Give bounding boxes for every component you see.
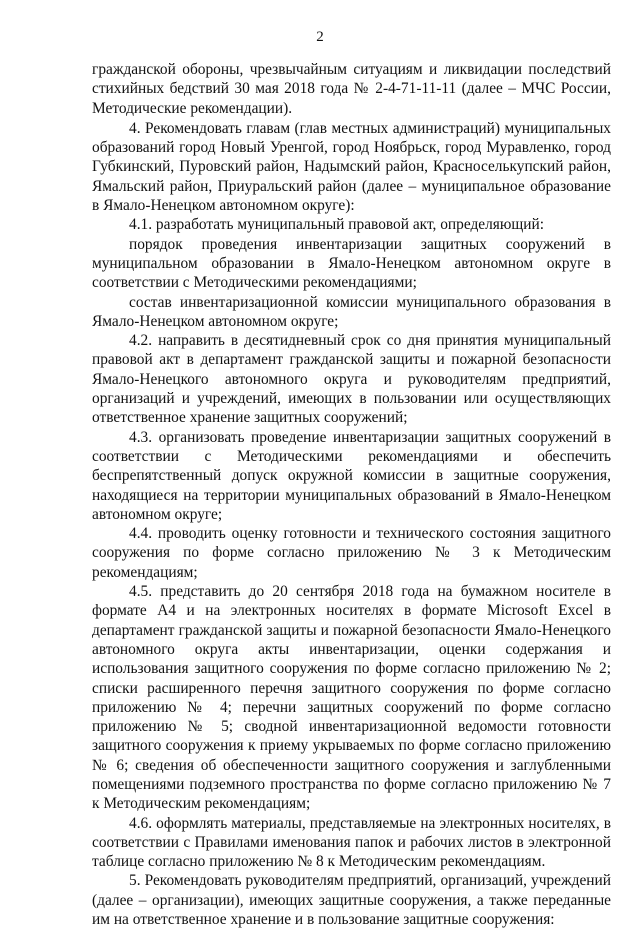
paragraph-procedure: порядок проведения инвентаризации защитных сооружений в муниципальном образовании в Ямало-Ненецком автономном округе в соответствии с Методическими рекомендациями; [92,235,611,292]
paragraph-4-2: 4.2. направить в десятидневный срок со дня принятия муниципальный правовой акт в департамент гражданской защиты и пожарной безопасности Ямало-Ненецкого автономного округа и руководителям предприятий, организаций и учреждений, имеющих в пользовании или осуществляющих ответственное хранение защитных сооружений; [92,332,611,427]
paragraph-5-recommend: 5. Рекомендовать руководителям предприятий, организаций, учреждений (далее – организации), имеющих защитные сооружения, а также переданные им на ответственное хранение и в пользование защитные сооружения: [92,872,611,929]
paragraph-4-recommend: 4. Рекомендовать главам (глав местных администраций) муниципальных образований город Новый Уренгой, город Ноябрьск, город Муравленко, город Губкинский, Пуровский район, Надымский район, Красноселькупский район, Ямальский район, Приуральский район (далее – муниципальное образование в Ямало-Ненецком автономном округе): [92,119,611,215]
page-number: 2 [316,29,324,45]
paragraph-4-6: 4.6. оформлять материалы, представляемые на электронных носителях, в соответствии с Правилами именования папок и рабочих листов в электронной таблице согласно приложению № 8 к Методическим рекомендациям. [92,814,611,871]
paragraph-mchs-reference: гражданской обороны, чрезвычайным ситуациям и ликвидации последствий стихийных бедствий 30 мая 2018 года № 2-4-71-11-11 (далее – МЧС России, Методические рекомендации). [92,61,611,117]
paragraph-commission: состав инвентаризационной комиссии муниципального образования в Ямало-Ненецком автономном округе; [92,293,611,330]
paragraph-4-4: 4.4. проводить оценку готовности и технического состояния защитного сооружения по форме согласно приложению № 3 к Методическим рекомендациям; [92,525,611,581]
paragraph-4-5: 4.5. представить до 20 сентября 2018 года на бумажном носителе в формате А4 и на электронных носителях в формате Microsoft Excel в департамент гражданской защиты и пожарной безопасности Ямало-Ненецкого автономного округа акты инвентаризации, оценки содержания и использования защитного сооружения по форме согласно приложению № 2; списки расширенного перечня защитного сооружения по форме согласно приложению № 4; перечни защитных сооружений по форме согласно приложению № 5; сводной инвентаризационной ведомости готовности защитного сооружения к приему укрываемых по форме согласно приложению № 6; сведения об обеспеченности защитного сооружения и заглубленными помещениями подземного пространства по форме согласно приложению № 7 к Методическим рекомендациям; [92,583,611,813]
paragraph-4-1: 4.1. разработать муниципальный правовой акт, определяющий: [129,216,544,234]
document-body [92,60,611,929]
paragraph-4-3: 4.3. организовать проведение инвентаризации защитных сооружений в соответствии с Методическими рекомендациями и обеспечить беспрепятственный допуск окружной комиссии в защитные сооружения, находящиеся на территории муниципальных образований в Ямало-Ненецком автономном округе; [92,428,611,523]
